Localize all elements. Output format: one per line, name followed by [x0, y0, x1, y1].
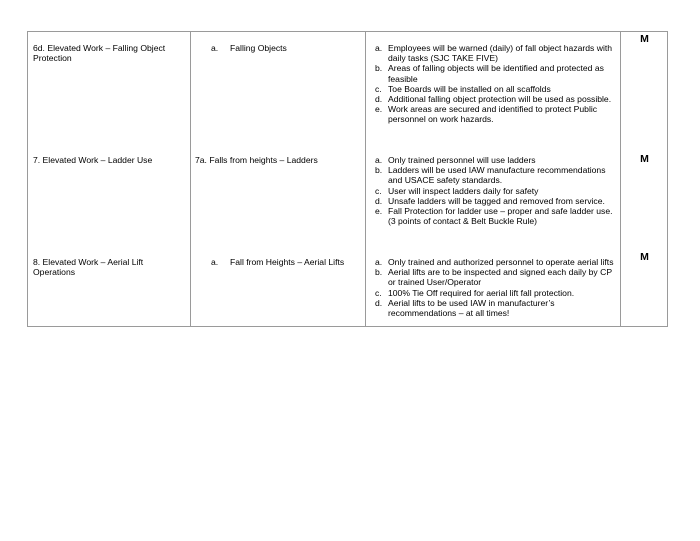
hazard-text: 7a. Falls from heights – Ladders: [195, 155, 318, 165]
control-item: e. Fall Protection for ladder use – proper and safe ladder use. (3 points of contact & Belt Buckle Rule): [375, 206, 613, 227]
control-item: b. Areas of falling objects will be identified and protected as feasible: [375, 63, 604, 84]
control-item: b. Aerial lifts are to be inspected and signed each daily by CP or trained User/Operator: [375, 267, 612, 288]
controls-list: [375, 155, 617, 226]
control-item: a. Only trained and authorized personnel to operate aerial lifts: [375, 257, 614, 267]
control-item: c. 100% Tie Off required for aerial lift fall protection.: [375, 287, 575, 298]
control-item: c. Toe Boards will be installed on all scaffolds: [375, 83, 551, 94]
hazard-text: Fall from Heights – Aerial Lifts: [230, 257, 345, 267]
risk-level: M: [640, 251, 649, 263]
control-item: c. User will inspect ladders daily for safety: [375, 185, 539, 196]
control-item: d. Unsafe ladders will be tagged and removed from service.: [375, 195, 605, 206]
column-divider: [620, 32, 621, 326]
control-item: d. Additional falling object protection will be used as possible.: [375, 94, 612, 105]
hazard-text: Falling Objects: [230, 43, 287, 53]
hazard-cell: [211, 257, 361, 267]
controls-list: [375, 43, 617, 125]
controls-list: [375, 257, 617, 318]
control-item: a. Employees will be warned (daily) of fall object hazards with daily tasks (SJC TAKE FIVE): [375, 43, 613, 64]
hazard-analysis-table: [27, 31, 668, 327]
task-cell: 7. Elevated Work – Ladder Use: [33, 155, 153, 165]
hazard-marker: a.: [211, 257, 219, 267]
control-item: a. Only trained personnel will use ladders: [375, 155, 536, 165]
column-divider: [365, 32, 366, 326]
control-item: e. Work areas are secured and identified to protect Public personnel on work hazards.: [375, 104, 598, 125]
control-item: d. Aerial lifts to be used IAW in manufacturer’s recommendations – at all times!: [375, 297, 555, 319]
hazard-marker: a.: [211, 43, 219, 53]
task-cell: 6d. Elevated Work – Falling Object Protection: [33, 43, 166, 64]
control-item: b. Ladders will be used IAW manufacture recommendations and USACE safety standards.: [375, 165, 606, 186]
hazard-cell: [211, 43, 361, 53]
risk-level: M: [640, 153, 649, 165]
risk-level: M: [640, 33, 649, 45]
hazard-cell: [195, 155, 360, 165]
column-divider: [190, 32, 191, 326]
task-cell: 8. Elevated Work – Aerial Lift Operations: [33, 257, 144, 278]
